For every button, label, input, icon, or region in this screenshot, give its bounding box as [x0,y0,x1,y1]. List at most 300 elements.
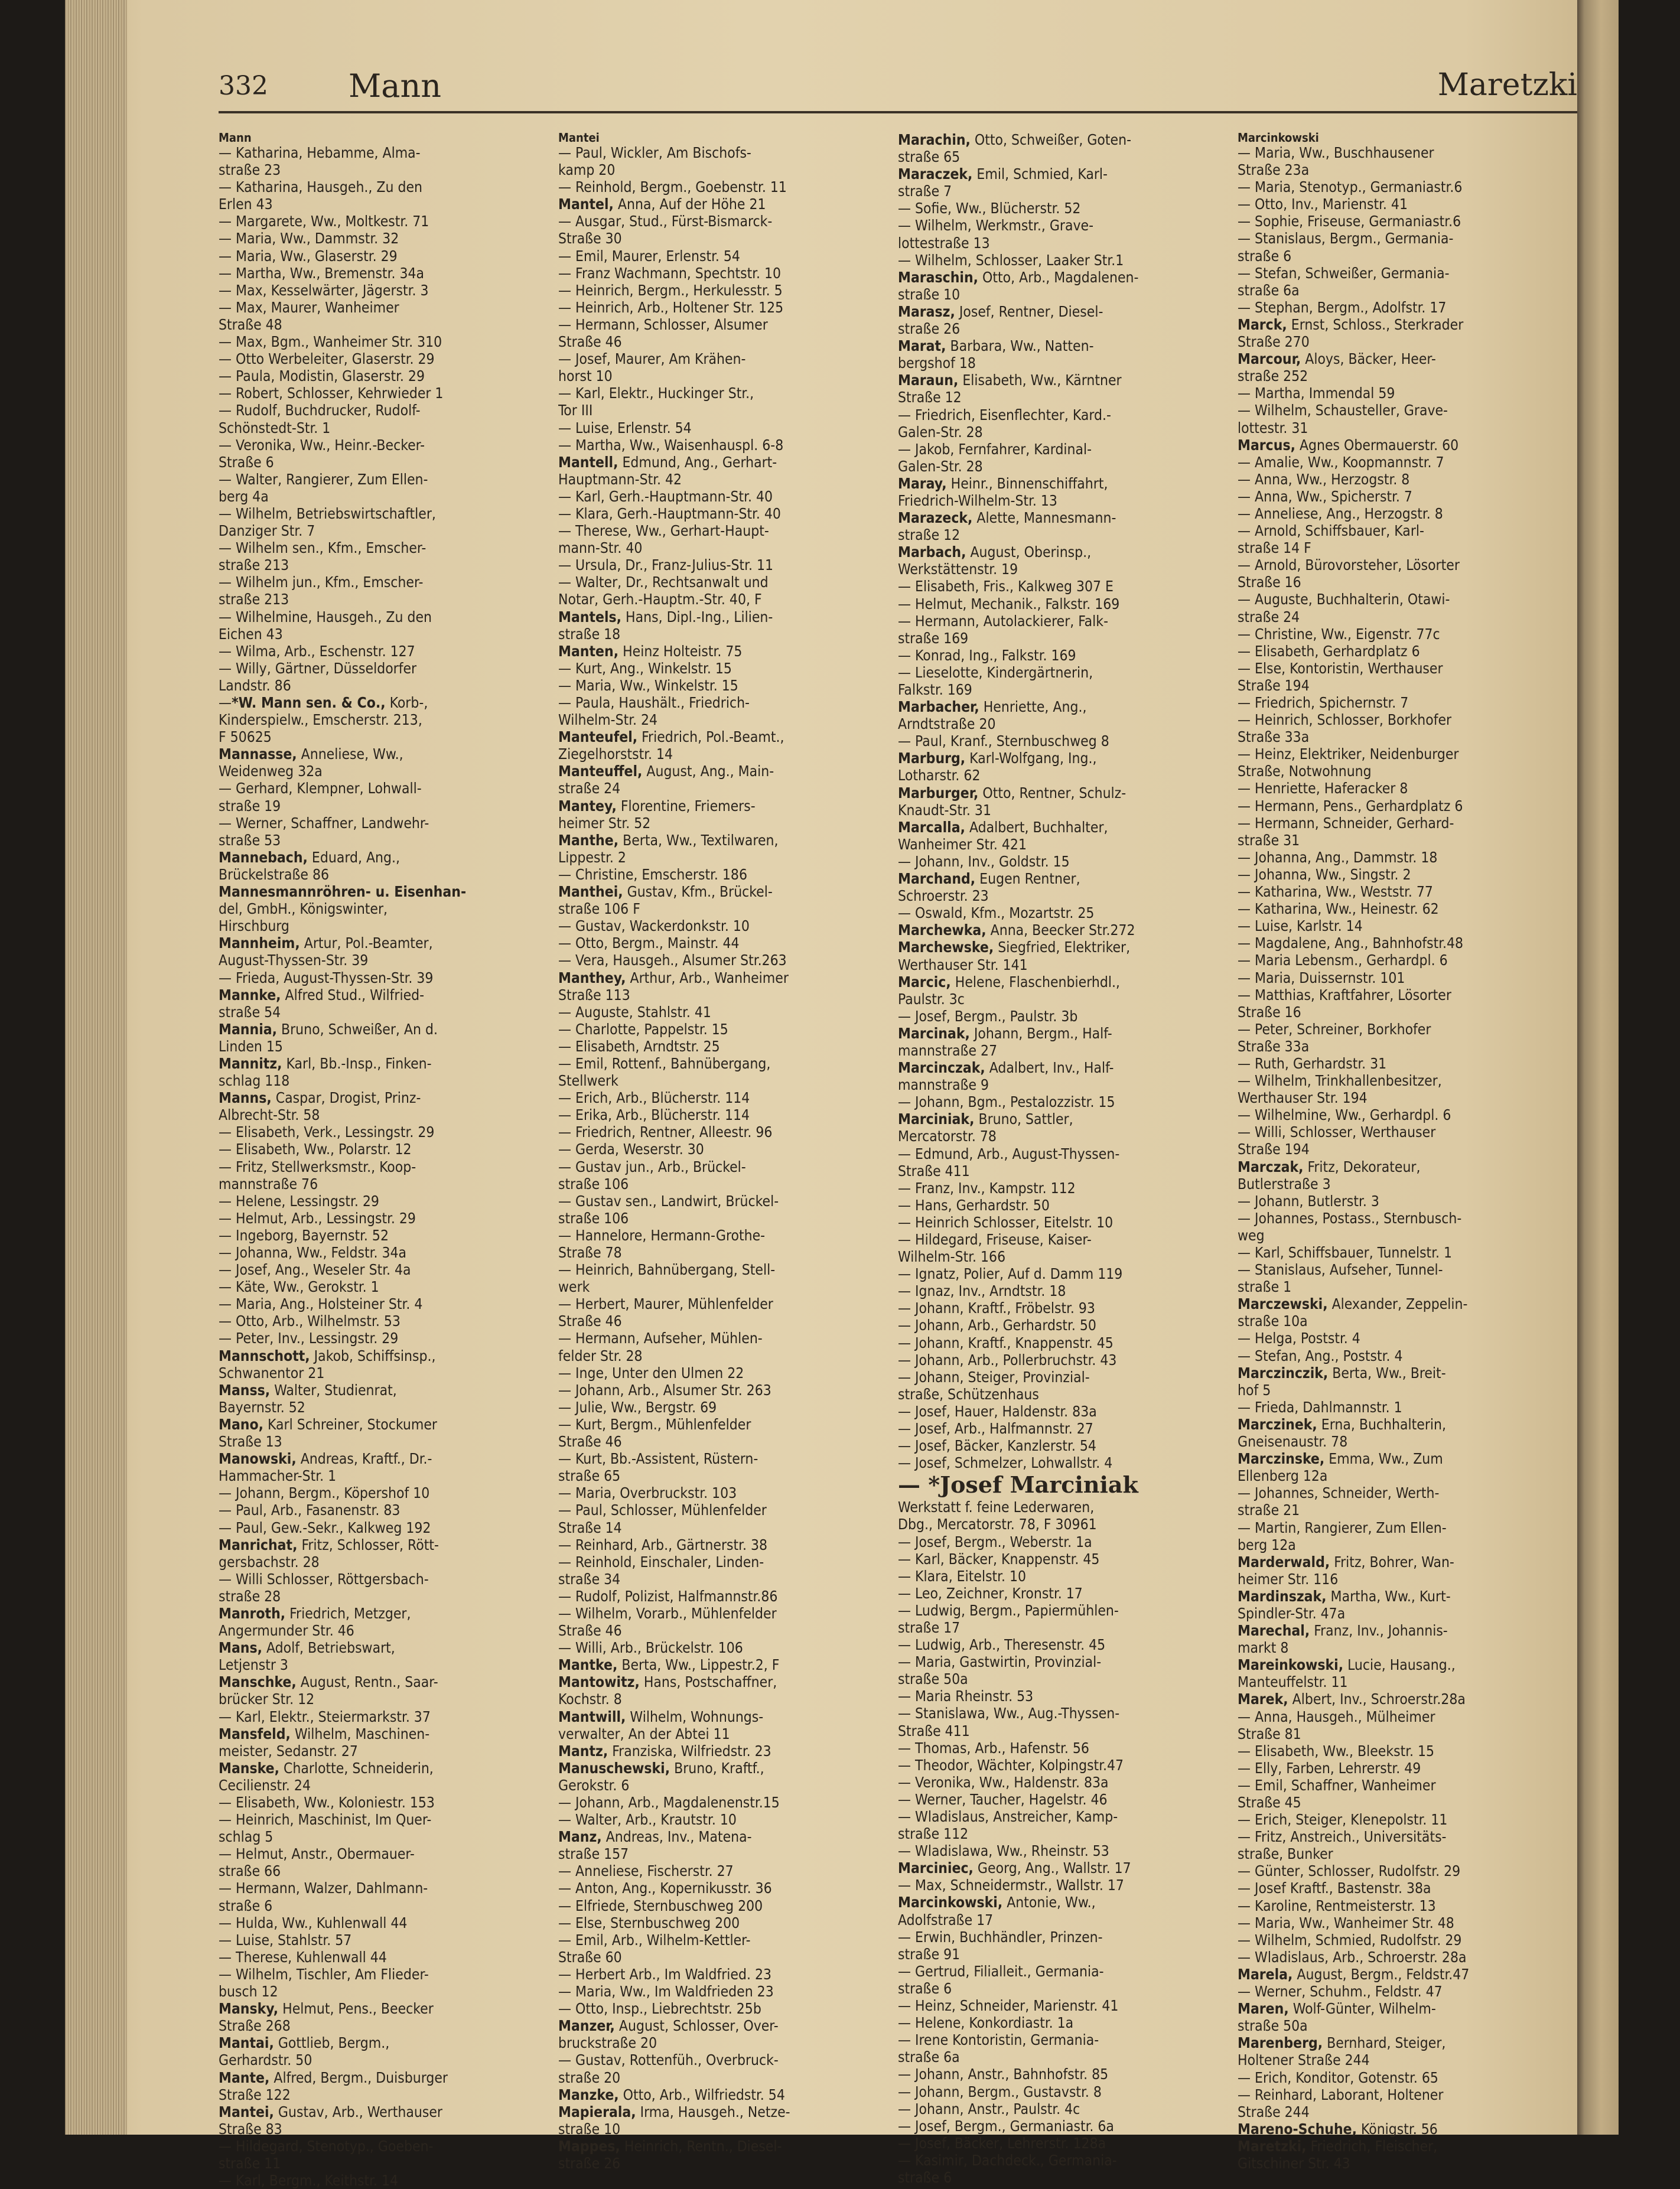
directory-line: Straße 113 [558,986,630,1004]
directory-line: — Heinrich Schlosser, Eitelstr. 10 [898,1213,1114,1231]
column-surname-heading: Marcinkowski [1238,131,1319,144]
directory-line: — Ruth, Gerhardstr. 31 [1238,1054,1387,1072]
directory-line: kamp 20 [558,161,616,179]
directory-line: Manss, Walter, Studienrat, [219,1381,397,1399]
directory-line: — Auguste, Buchhalterin, Otawi- [1238,591,1450,608]
directory-line: — Christine, Emscherstr. 186 [558,865,747,883]
directory-line: Friedrich-Wilhelm-Str. 13 [898,491,1057,509]
directory-line: — Theodor, Wächter, Kolpingstr.47 [898,1756,1124,1774]
directory-line: straße 6 [219,1897,273,1914]
directory-line: Mannitz, Karl, Bb.-Insp., Finken- [219,1054,432,1072]
directory-line: Straße 23a [1238,161,1310,179]
directory-line: — Otto, Bergm., Mainstr. 44 [558,934,740,952]
directory-line: Mannia, Bruno, Schweißer, An d. [219,1020,438,1038]
directory-line: Werkstatt f. feine Lederwaren, [898,1499,1095,1516]
directory-line: — Josef, Bergm., Paulstr. 3b [898,1007,1078,1025]
directory-line: — Elisabeth, Ww., Bleekstr. 15 [1238,1742,1435,1760]
page-number: 332 [219,71,268,101]
directory-line: straße 53 [219,831,281,849]
directory-line: — Friedrich, Eisenflechter, Kard.- [898,406,1111,424]
directory-line: Mannebach, Eduard, Ang., [219,848,400,866]
directory-line: Straße 33a [1238,1037,1310,1055]
directory-line: Hirschburg [219,917,289,935]
directory-line: Mansky, Helmut, Pens., Beecker [219,2000,434,2018]
directory-line: — Maria, Ww., Wanheimer Str. 48 [1238,1914,1454,1931]
directory-line: heimer Str. 116 [1238,1570,1339,1588]
directory-line: — Wladislaus, Anstreicher, Kamp- [898,1808,1118,1825]
directory-line: — Werner, Schaffner, Landwehr- [219,814,429,832]
directory-line: — Emil, Schaffner, Wanheimer [1238,1776,1436,1794]
directory-line: — Stanislawa, Ww., Aug.-Thyssen- [898,1705,1120,1722]
directory-line: straße 65 [898,148,961,166]
directory-line: Manthe, Berta, Ww., Textilwaren, [558,831,779,849]
directory-line: — Johann, Kraftf., Fröbelstr. 93 [898,1299,1095,1317]
directory-line: — Hermann, Schneider, Gerhard- [1238,814,1454,832]
directory-line: straße 91 [898,1945,961,1963]
directory-line: Mannasse, Anneliese, Ww., [219,745,403,763]
directory-line: — Helmut, Anstr., Obermauer- [219,1845,415,1863]
directory-line: — Matthias, Kraftfahrer, Lösorter [1238,986,1451,1004]
directory-line: — Hans, Gerhardstr. 50 [898,1196,1050,1214]
directory-line: werk [558,1278,590,1296]
directory-line: — Julie, Ww., Bergstr. 69 [558,1398,717,1416]
directory-line: — Kurt, Bb.-Assistent, Rüstern- [558,1450,758,1468]
directory-line: Wanheimer Str. 421 [898,835,1027,853]
directory-line: Hauptmann-Str. 42 [558,470,682,488]
directory-line: — Anneliese, Fischerstr. 27 [558,1862,734,1880]
directory-line: Marechal, Franz, Inv., Johannis- [1238,1622,1448,1640]
directory-line: — Martha, Ww., Waisenhauspl. 6-8 [558,436,784,454]
directory-line: Wilhelm-Str. 24 [558,711,658,729]
directory-line: Manthey, Arthur, Arb., Wanheimer [558,969,789,986]
directory-line: Marchand, Eugen Rentner, [898,870,1080,888]
directory-line: — Karl, Gerh.-Hauptmann-Str. 40 [558,487,773,505]
directory-line: — Luise, Stahlstr. 57 [219,1931,352,1949]
directory-line: — Günter, Schlosser, Rudolfstr. 29 [1238,1862,1461,1880]
directory-line: — Gustav sen., Landwirt, Brückel- [558,1192,779,1210]
directory-line: Straße 411 [898,1722,970,1740]
directory-line: — Anna, Ww., Herzogstr. 8 [1238,470,1410,488]
directory-line: straße 50a [1238,2017,1308,2035]
directory-line: Hammacher-Str. 1 [219,1467,337,1485]
directory-line: Mannschott, Jakob, Schiffsinsp., [219,1347,436,1364]
directory-line: — Heinrich, Schlosser, Borkhofer [1238,711,1452,729]
header-rule [219,111,1577,113]
directory-line: Straße 16 [1238,1003,1301,1021]
directory-line: Maraczek, Emil, Schmied, Karl- [898,165,1108,183]
directory-line: — Gerhard, Klempner, Lohwall- [219,780,422,797]
directory-line: — Wilhelm, Trinkhallenbesitzer, [1238,1072,1442,1090]
directory-line: Angermunder Str. 46 [219,1622,354,1640]
directory-line: straße 24 [1238,608,1300,626]
directory-line: — Wilhelm, Schausteller, Grave- [1238,402,1448,419]
directory-line: berg 12a [1238,1536,1296,1553]
directory-line: — Anna, Ww., Spicherstr. 7 [1238,487,1412,505]
directory-line: Knaudt-Str. 31 [898,801,991,819]
directory-line: straße 14 F [1238,539,1311,557]
directory-line: Spindler-Str. 47a [1238,1604,1346,1622]
directory-line: Marciniak, Bruno, Sattler, [898,1110,1073,1128]
directory-line: — Franz Wachmann, Spechtstr. 10 [558,264,782,282]
directory-line: Marcus, Agnes Obermauerstr. 60 [1238,436,1459,454]
directory-line: Albrecht-Str. 58 [219,1106,320,1124]
directory-line: schlag 118 [219,1072,290,1090]
directory-line: — Heinrich, Bergm., Herkulesstr. 5 [558,281,783,299]
directory-line: — Johanna, Ww., Singstr. 2 [1238,865,1411,883]
directory-line: berg 4a [219,487,269,505]
directory-line: Ziegelhorststr. 14 [558,745,673,763]
directory-line: — Friedrich, Spichernstr. 7 [1238,694,1409,711]
directory-line: Mansfeld, Wilhelm, Maschinen- [219,1725,430,1742]
directory-line: — Johann, Arb., Gerhardstr. 50 [898,1317,1096,1334]
header-last-entry: Maretzki [1437,67,1577,103]
directory-line: — Anton, Ang., Kopernikusstr. 36 [558,1879,772,1897]
directory-line: Mantell, Edmund, Ang., Gerhart- [558,453,777,471]
directory-line: —*W. Mann sen. & Co., Korb-, [219,694,428,711]
directory-line: Marcinczak, Adalbert, Inv., Half- [898,1059,1114,1077]
directory-line: — Luise, Erlenstr. 54 [558,419,692,437]
directory-line: — Werner, Taucher, Hagelstr. 46 [898,1790,1108,1808]
directory-line: straße 54 [219,1003,281,1021]
directory-line: — Wilhelm jun., Kfm., Emscher- [219,574,424,591]
directory-line: Arndtstraße 20 [898,715,996,733]
directory-line: — Walter, Arb., Krautstr. 10 [558,1811,737,1829]
directory-line: Schönstedt-Str. 1 [219,419,331,437]
directory-line: Marcinkowski, Antonie, Ww., [898,1894,1096,1911]
directory-line: Manroth, Friedrich, Metzger, [219,1604,411,1622]
directory-line: Werthauser Str. 194 [1238,1089,1368,1107]
directory-line: Straße 60 [558,1948,622,1966]
directory-line: straße 213 [219,556,289,574]
directory-line: Mantels, Hans, Dipl.-Ing., Lilien- [558,608,773,626]
directory-line: Mantel, Anna, Auf der Höhe 21 [558,196,766,213]
directory-line: — Emil, Rottenf., Bahnübergang, [558,1054,771,1072]
directory-line: — Walter, Dr., Rechtsanwalt und [558,574,769,591]
directory-line: — Frieda, Dahlmannstr. 1 [1238,1398,1402,1416]
directory-line: Marenberg, Bernhard, Steiger, [1238,2034,1446,2052]
directory-line: Wilhelm-Str. 166 [898,1248,1006,1266]
directory-line: — Elfriede, Sternbuschweg 200 [558,1897,763,1914]
directory-line: — Elisabeth, Gerhardplatz 6 [1238,642,1420,660]
directory-line: — Anna, Hausgeh., Mülheimer [1238,1708,1435,1725]
directory-line: straße 26 [898,320,961,338]
directory-line: — Karl, Schiffsbauer, Tunnelstr. 1 [1238,1244,1453,1261]
directory-line: Mareno-Schuhe, Königstr. 56 [1238,2120,1438,2138]
directory-line: Mantey, Florentine, Friemers- [558,797,756,815]
directory-line: — Reinhard, Arb., Gärtnerstr. 38 [558,1536,767,1553]
directory-line: Straße 194 [1238,676,1310,694]
directory-line: — Maria Lebensm., Gerhardpl. 6 [1238,952,1448,969]
directory-line: — Wilhelm sen., Kfm., Emscher- [219,539,426,557]
directory-line: — Johanna, Ww., Feldstr. 34a [219,1244,407,1261]
directory-line: — Wladislaus, Arb., Schroerstr. 28a [1238,1948,1467,1966]
directory-line: — Karl, Bäcker, Knappenstr. 45 [898,1550,1100,1568]
directory-line: straße 34 [558,1570,621,1588]
directory-line: Straße 122 [219,2086,291,2103]
directory-line: Straße 12 [898,389,962,406]
directory-line: — Konrad, Ing., Falkstr. 169 [898,646,1076,664]
directory-line: — Irene Kontoristin, Germania- [898,2031,1099,2049]
directory-line: verwalter, An der Abtei 11 [558,1725,730,1742]
directory-line: — Helene, Lessingstr. 29 [219,1192,379,1210]
directory-line: — Oswald, Kfm., Mozartstr. 25 [898,904,1095,922]
directory-line: — Paul, Schlosser, Mühlenfelder [558,1501,767,1519]
directory-line: F 50625 [219,728,272,746]
directory-line: — Maria, Ang., Holsteiner Str. 4 [219,1295,423,1313]
directory-line: — Josef Kraftf., Bastenstr. 38a [1238,1879,1431,1897]
directory-line: — Maria, Ww., Dammstr. 32 [219,230,399,247]
directory-line: Manschke, August, Rentn., Saar- [219,1673,438,1691]
directory-line: — Stanislaus, Aufseher, Tunnel- [1238,1261,1443,1279]
directory-line: Marczak, Fritz, Dekorateur, [1238,1158,1421,1175]
directory-line: — Werner, Schuhm., Feldstr. 47 [1238,1983,1443,2001]
directory-line: — Paul, Kranf., Sternbuschweg 8 [898,732,1109,750]
directory-line: Marek, Albert, Inv., Schroerstr.28a [1238,1690,1466,1708]
directory-line: Mante, Alfred, Bergm., Duisburger [219,2069,448,2086]
directory-line: gersbachstr. 28 [219,1553,320,1571]
directory-line: — Margarete, Ww., Moltkestr. 71 [219,213,429,230]
directory-line: — Willi, Schlosser, Werthauser [1238,1123,1436,1141]
directory-line: Marasz, Josef, Rentner, Diesel- [898,302,1103,320]
directory-line: Manteuffel, August, Ang., Main- [558,763,774,780]
directory-line: Marczewski, Alexander, Zeppelin- [1238,1295,1468,1313]
directory-line: Marcalla, Adalbert, Buchhalter, [898,818,1108,836]
directory-line: — Emil, Arb., Wilhelm-Kettler- [558,1931,751,1949]
directory-line: — Veronika, Ww., Haldenstr. 83a [898,1773,1109,1791]
directory-line: — Lieselotte, Kindergärtnerin, [898,663,1093,681]
directory-line: straße 50a [898,1670,968,1688]
directory-line: — Paul, Gew.-Sekr., Kalkweg 192 [219,1519,431,1536]
directory-line: mannstraße 9 [898,1076,989,1094]
directory-line: — Josef, Hauer, Haldenstr. 83a [898,1402,1097,1420]
directory-line: Eichen 43 [219,625,283,643]
directory-line: — Arnold, Bürovorsteher, Lösorter [1238,556,1460,574]
directory-line: — Ludwig, Bergm., Papiermühlen- [898,1601,1119,1619]
directory-line: — Johann, Butlerstr. 3 [1238,1192,1379,1210]
directory-line: — Vera, Hausgeh., Alsumer Str.263 [558,952,787,969]
directory-line: Erlen 43 [219,196,273,213]
directory-line: — Hildegard, Friseuse, Kaiser- [898,1231,1092,1248]
directory-line: — Maria, Ww., Glaserstr. 29 [219,247,398,265]
directory-line: straße 20 [558,2069,621,2086]
directory-line: — Heinrich, Bahnübergang, Stell- [558,1261,776,1279]
directory-line: Mannheim, Artur, Pol.-Beamter, [219,934,433,952]
directory-line: — Katharina, Ww., Heinestr. 62 [1238,900,1439,918]
directory-line: August-Thyssen-Str. 39 [219,952,369,969]
directory-line: Notar, Gerh.-Hauptm.-Str. 40, F [558,591,762,608]
directory-line: — Kurt, Bergm., Mühlenfelder [558,1415,751,1433]
directory-line: — Jakob, Fernfahrer, Kardinal- [898,440,1092,458]
directory-line: — Martin, Rangierer, Zum Ellen- [1238,1519,1447,1536]
directory-line: Straße 270 [1238,333,1310,351]
directory-line: — Hermann, Aufseher, Mühlen- [558,1330,763,1347]
directory-line: — Hermann, Walzer, Dahlmann- [219,1879,428,1897]
directory-line: — Johannes, Schneider, Werth- [1238,1484,1440,1502]
directory-line: Straße 46 [558,333,622,351]
directory-line: Manuschewski, Bruno, Kraftf., [558,1759,764,1777]
directory-line: — Maria, Gastwirtin, Provinzial- [898,1653,1102,1671]
directory-line: — Johannes, Postass., Sternbusch- [1238,1209,1462,1227]
directory-line: Weidenweg 32a [219,763,323,780]
directory-line: — Ignaz, Inv., Arndtstr. 18 [898,1282,1066,1300]
directory-line: — Erika, Arb., Blücherstr. 114 [558,1106,750,1124]
directory-line: — Helga, Poststr. 4 [1238,1330,1360,1347]
directory-line: Straße 14 [558,1519,622,1536]
column-2 [558,131,889,2172]
directory-line: mannstraße 76 [219,1175,318,1193]
directory-line: — Johann, Bergm., Gustavstr. 8 [898,2083,1102,2100]
directory-line: Straße 411 [898,1162,970,1180]
directory-line: — Kasimir, Dachdeck., Germania- [898,2151,1117,2169]
directory-line: — Heinrich, Arb., Holtener Str. 125 [558,298,784,316]
directory-line: — Ausgar, Stud., Fürst-Bismarck- [558,213,773,230]
directory-line: — Johann, Inv., Goldstr. 15 [898,852,1070,870]
directory-line: — Veronika, Ww., Heinr.-Becker- [219,436,425,454]
directory-line: Lippestr. 2 [558,848,626,866]
directory-line: — Johann, Arb., Alsumer Str. 263 [558,1381,771,1399]
directory-line: — Otto, Inv., Marienstr. 41 [1238,196,1408,213]
directory-line: straße 10 [898,285,961,303]
directory-line: Maretzki, Friedrich, Fleischer, [1238,2137,1438,2155]
directory-line: — Wilhelm, Schlosser, Laaker Str.1 [898,251,1124,269]
directory-line: Marburg, Karl-Wolfgang, Ing., [898,750,1097,767]
column-surname-heading: Mann [219,131,252,144]
directory-line: Straße 46 [558,1312,622,1330]
directory-line: — Erwin, Buchhändler, Prinzen- [898,1928,1103,1946]
directory-line: Werthauser Str. 141 [898,956,1028,973]
directory-line: Tor III [558,402,593,419]
directory-line: bergshof 18 [898,354,976,372]
directory-line: — Wilhelm, Schmied, Rudolfstr. 29 [1238,1931,1462,1949]
directory-line: Danziger Str. 7 [219,522,315,540]
directory-line: Mardinszak, Martha, Ww., Kurt- [1238,1587,1451,1605]
directory-line: — Max, Schneidermstr., Wallstr. 17 [898,1877,1124,1894]
directory-line: straße 65 [558,1467,621,1485]
directory-line: — Gustav, Rottenfüh., Overbruck- [558,2051,779,2069]
directory-line: Gerhardstr. 50 [219,2051,312,2069]
directory-line: straße 28 [219,1587,281,1605]
column-1 [219,131,549,2189]
directory-line: — Auguste, Stahlstr. 41 [558,1003,711,1021]
directory-line: Mano, Karl Schreiner, Stockumer [219,1415,437,1433]
directory-line: Mannke, Alfred Stud., Wilfried- [219,986,425,1004]
directory-line: — Maria, Ww., Winkelstr. 15 [558,676,738,694]
directory-line: straße 106 [558,1175,629,1193]
directory-line: — Henriette, Haferacker 8 [1238,780,1408,797]
directory-line: straße 10a [1238,1312,1308,1330]
directory-line: Marczinczik, Berta, Ww., Breit- [1238,1364,1446,1382]
directory-line: Stellwerk [558,1072,618,1090]
directory-line: straße 24 [558,780,621,797]
directory-line: — Wilhelm, Tischler, Am Flieder- [219,1965,429,1983]
directory-line: Falkstr. 169 [898,681,972,698]
directory-line: Straße 78 [558,1244,622,1261]
directory-line: — Johann, Bergm., Köpershof 10 [219,1484,430,1502]
directory-line: lottestr. 31 [1238,419,1308,437]
directory-line: straße 6 [898,1979,952,1997]
directory-line: — Katharina, Hebamme, Alma- [219,144,421,161]
directory-line: — Otto Werbeleiter, Glaserstr. 29 [219,350,435,368]
directory-line: — Erich, Konditor, Gotenstr. 65 [1238,2069,1438,2086]
directory-line: Straße 6 [219,453,274,471]
directory-line: — Otto, Insp., Liebrechtstr. 25b [558,2000,761,2018]
directory-line: — Karoline, Rentmeisterstr. 13 [1238,1897,1436,1914]
directory-line: Manzer, August, Schlosser, Over- [558,2017,779,2035]
directory-line: Straße 13 [219,1433,282,1451]
directory-line: — Josef, Bergm., Weberstr. 1a [898,1533,1092,1550]
directory-line: — Heinrich, Maschinist, Im Quer- [219,1811,432,1829]
directory-line: Manten, Heinz Holteistr. 75 [558,642,743,660]
directory-line: straße 106 [558,1209,629,1227]
directory-line: straße 21 [1238,1501,1300,1519]
directory-line: — Rudolf, Polizist, Halfmannstr.86 [558,1587,778,1605]
directory-line: — Stefan, Schweißer, Germania- [1238,264,1450,282]
directory-line: — Johann, Anstr., Paulstr. 4c [898,2100,1080,2118]
directory-line: Kochstr. 8 [558,1690,622,1708]
directory-line: Manowski, Andreas, Kraftf., Dr.- [219,1450,432,1468]
directory-line: Marck, Ernst, Schloss., Sterkrader [1238,315,1464,333]
directory-line: — Ursula, Dr., Franz-Julius-Str. 11 [558,556,774,574]
directory-line: Marciniec, Georg, Ang., Wallstr. 17 [898,1859,1131,1877]
directory-line: — Johann, Arb., Pollerbruchstr. 43 [898,1351,1117,1369]
directory-line: — Reinhard, Laborant, Holtener [1238,2086,1444,2103]
directory-line: hof 5 [1238,1381,1271,1399]
directory-line: straße 106 F [558,900,640,918]
directory-line: — Katharina, Hausgeh., Zu den [219,178,423,196]
directory-line: Straße 45 [1238,1794,1301,1811]
directory-line: Mans, Adolf, Betriebswart, [219,1639,395,1657]
directory-line: mann-Str. 40 [558,539,643,557]
directory-line: Gneisenaustr. 78 [1238,1433,1348,1451]
directory-line: — Elisabeth, Ww., Polarstr. 12 [219,1141,412,1158]
directory-line: — Else, Sternbuschweg 200 [558,1914,740,1931]
column-4 [1238,131,1568,2172]
directory-line: straße 6a [1238,281,1300,299]
directory-line: Marazeck, Alette, Mannesmann- [898,509,1116,527]
directory-line: Manske, Charlotte, Schneiderin, [219,1759,434,1777]
directory-line: Letjenstr 3 [219,1656,288,1674]
directory-line: — Stephan, Bergm., Adolfstr. 17 [1238,298,1447,316]
directory-line: straße 17 [898,1618,961,1636]
directory-line: straße 169 [898,629,969,647]
directory-line: Holtener Straße 244 [1238,2051,1370,2069]
directory-line: Marbach, August, Oberinsp., [898,543,1092,561]
directory-line: — Christine, Ww., Eigenstr. 77c [1238,625,1440,643]
directory-line: — Josef, Ang., Weseler Str. 4a [219,1261,411,1279]
directory-line: — Martha, Immendal 59 [1238,385,1395,402]
directory-line: straße 23 [219,161,281,179]
directory-line: Straße 46 [558,1433,622,1451]
directory-line: — Ingeborg, Bayernstr. 52 [219,1226,389,1244]
directory-line: — Reinhold, Einschaler, Linden- [558,1553,764,1571]
directory-line: — Wilhelmine, Ww., Gerhardpl. 6 [1238,1106,1451,1124]
directory-line: — Johann, Bgm., Pestalozzistr. 15 [898,1093,1115,1111]
directory-line: — Therese, Ww., Gerhart-Haupt- [558,522,769,540]
directory-line: — Leo, Zeichner, Kronstr. 17 [898,1584,1083,1602]
directory-line: — Kurt, Ang., Winkelstr. 15 [558,659,732,677]
directory-line: Cecilienstr. 24 [219,1776,311,1794]
directory-line: lottestraße 13 [898,234,990,252]
directory-line: Maren, Wolf-Günter, Wilhelm- [1238,2000,1436,2018]
directory-line: — Josef, Bergm., Germaniastr. 6a [898,2117,1114,2135]
directory-line: straße 18 [558,625,621,643]
directory-line: — Robert, Schlosser, Kehrwieder 1 [219,385,444,402]
directory-line: schlag 5 [219,1828,274,1846]
directory-line: — Josef, Bäcker, Kanzlerstr. 54 [898,1437,1096,1455]
directory-line: — Ludwig, Arb., Theresenstr. 45 [898,1636,1106,1654]
directory-line: Schwanentor 21 [219,1364,325,1382]
directory-line: — Johanna, Ang., Dammstr. 18 [1238,848,1438,866]
